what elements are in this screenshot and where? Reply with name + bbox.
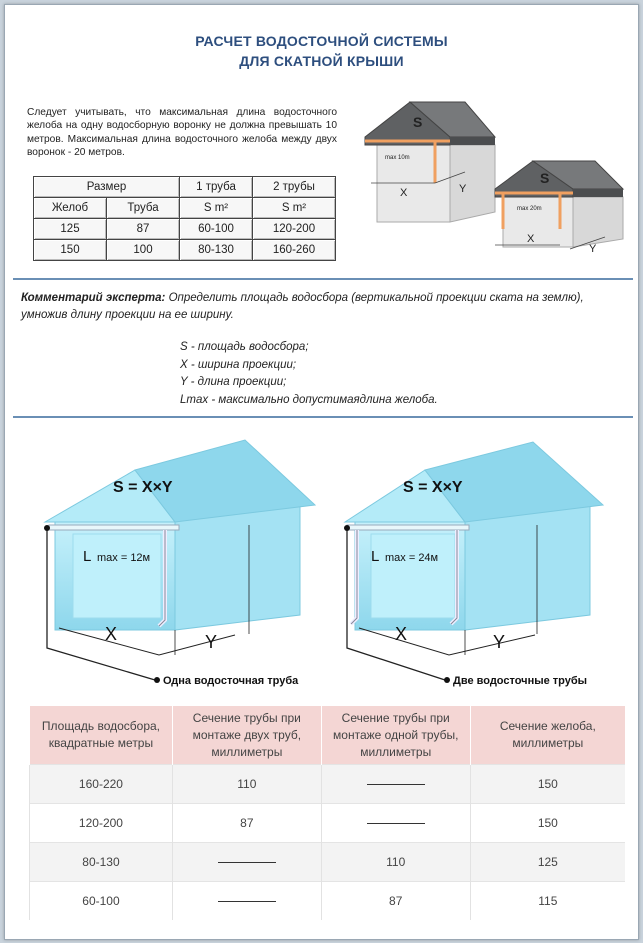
table-cell: 110	[172, 765, 321, 804]
table-row	[30, 843, 626, 882]
divider	[13, 278, 633, 280]
lmax-left: max = 12м	[97, 552, 151, 564]
table-row	[30, 765, 626, 804]
table-row	[30, 882, 626, 921]
size-table-head-2	[34, 198, 336, 219]
small-house-2-x: X	[527, 233, 535, 245]
table-cell: 100	[107, 240, 180, 261]
y-left: Y	[205, 632, 218, 652]
table-cell: 115	[470, 882, 625, 921]
caption-left: Одна водосточная труба	[163, 675, 299, 687]
table-cell: 87	[172, 804, 321, 843]
table-cell: 60-100	[30, 882, 173, 921]
x-left: X	[105, 624, 118, 644]
empty-cell	[321, 804, 470, 843]
expert-comment	[21, 290, 621, 324]
expert-comment-text: Определить площадь водосбора (вертикальной проекции ската на землю), умножив длину проекции на ее ширину.	[21, 292, 584, 321]
expert-comment-label: Комментарий эксперта:	[21, 292, 166, 304]
small-house-1-x: X	[400, 187, 408, 199]
house-two-pipes	[344, 442, 603, 687]
title-line-2: ДЛЯ СКАТНОЙ КРЫШИ	[239, 53, 404, 69]
large-house-diagram	[25, 430, 615, 695]
small-house-1	[365, 102, 495, 222]
cell-size: Размер	[34, 177, 180, 198]
table-cell: 60-100	[180, 219, 253, 240]
caption-right: Две водосточные трубы	[453, 675, 588, 687]
table-header-row	[30, 706, 626, 765]
cell-area-2: S m²	[253, 198, 336, 219]
lmax-right: max = 24м	[385, 552, 439, 564]
document-sheet	[4, 4, 639, 940]
small-house-2	[495, 161, 623, 255]
divider	[13, 416, 633, 418]
table-cell: 125	[470, 843, 625, 882]
small-house-1-s: S	[413, 114, 423, 130]
cell-one-pipe: 1 труба	[180, 177, 253, 198]
legend-item: S - площадь водосбора;	[180, 341, 309, 353]
house-one-pipe	[44, 440, 315, 687]
page-title	[5, 31, 638, 71]
table-row	[34, 219, 336, 240]
table-cell: 80-130	[180, 240, 253, 261]
table-cell: 87	[107, 219, 180, 240]
header-two-pipes: Сечение трубы при монтаже двух труб, миллиметры	[172, 706, 321, 765]
header-area: Площадь водосбора, квадратные метры	[30, 706, 173, 765]
table-cell: 160-260	[253, 240, 336, 261]
size-table-head-1	[34, 177, 336, 198]
small-house-2-max: max 20m	[517, 206, 542, 212]
cell-area-1: S m²	[180, 198, 253, 219]
l-left: L	[83, 548, 92, 565]
small-house-1-max: max 10m	[385, 155, 410, 161]
table-cell: 120-200	[253, 219, 336, 240]
pipe-section-table	[29, 706, 625, 920]
header-one-pipe: Сечение трубы при монтаже одной трубы, миллиметры	[321, 706, 470, 765]
x-right: X	[395, 624, 408, 644]
table-cell: 160-220	[30, 765, 173, 804]
cell-gutter: Желоб	[34, 198, 107, 219]
y-right: Y	[493, 632, 506, 652]
table-cell: 150	[470, 765, 625, 804]
formula-right: S = X×Y	[403, 479, 463, 496]
intro-text: Следует учитывать, что максимальная длина водосточного желоба на одну водосборную воронку не должна превышать 10 метров. Максимальная длина водосточного желоба между двух воронок - 20 метров.	[27, 107, 337, 158]
empty-cell	[321, 765, 470, 804]
legend-item: Lmax - максимально допустимаядлина желоба.	[180, 393, 438, 406]
title-line-1: РАСЧЕТ ВОДОСТОЧНОЙ СИСТЕМЫ	[195, 33, 448, 49]
small-house-2-y: Y	[589, 243, 597, 255]
legend-item: Y - длина проекции;	[180, 376, 287, 388]
small-house-diagram	[355, 97, 635, 267]
header-gutter: Сечение желоба, миллиметры	[470, 706, 625, 765]
table-row	[34, 240, 336, 261]
table-cell: 80-130	[30, 843, 173, 882]
cell-pipe: Труба	[107, 198, 180, 219]
empty-cell	[172, 882, 321, 921]
cell-two-pipes: 2 трубы	[253, 177, 336, 198]
table-cell: 110	[321, 843, 470, 882]
small-house-1-y: Y	[459, 183, 467, 195]
small-house-2-s: S	[540, 170, 550, 186]
formula-left: S = X×Y	[113, 479, 173, 496]
l-right: L	[371, 548, 380, 565]
size-table	[33, 176, 336, 261]
legend	[180, 339, 438, 409]
table-cell: 125	[34, 219, 107, 240]
table-cell: 150	[470, 804, 625, 843]
table-cell: 150	[34, 240, 107, 261]
empty-cell	[172, 843, 321, 882]
table-row	[30, 804, 626, 843]
table-cell: 120-200	[30, 804, 173, 843]
table-cell: 87	[321, 882, 470, 921]
legend-item: X - ширина проекции;	[180, 358, 297, 371]
